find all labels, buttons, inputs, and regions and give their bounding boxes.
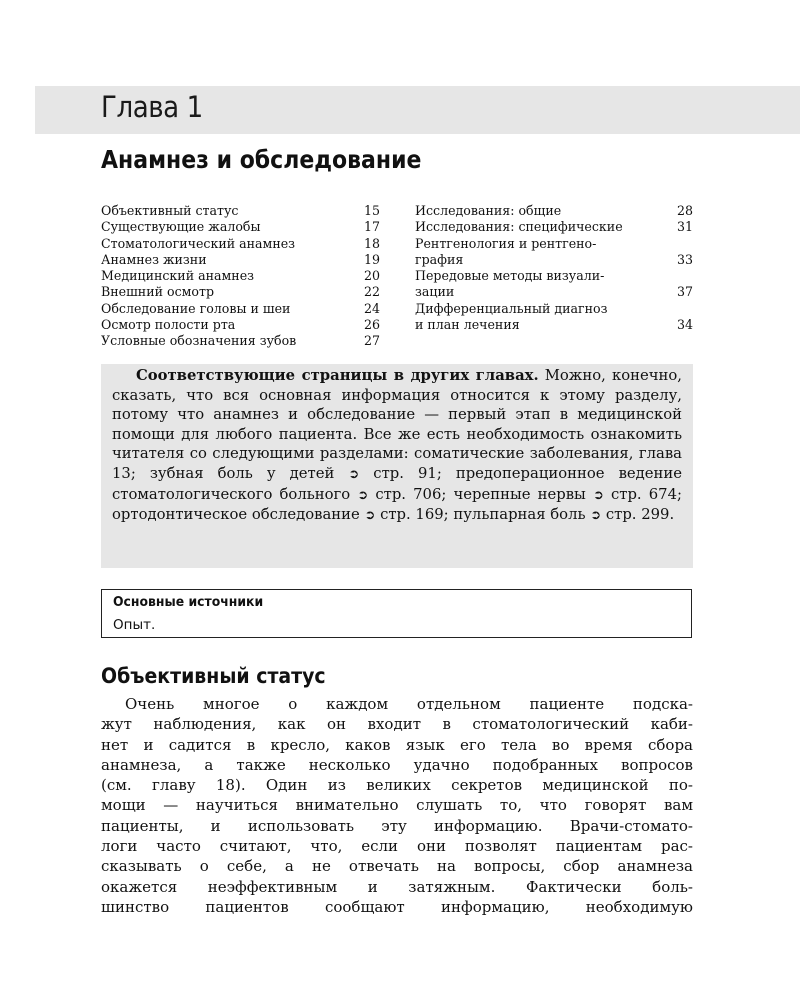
toc-entry	[415, 252, 693, 268]
body-line: логи часто считают, что, если они позволят пациентам рас-	[101, 837, 693, 856]
arrow-icon: ➲	[364, 508, 376, 524]
toc-entry-title: Стоматологический анамнез	[101, 235, 296, 251]
toc-entry-page: 22	[363, 284, 380, 300]
toc-entry-title: Обследование головы и шеи	[101, 300, 291, 316]
body-text	[101, 694, 693, 917]
sources-title: Основные источники	[113, 594, 264, 610]
toc-entry	[101, 284, 380, 300]
body-line: окажется неэффективным и затяжным. Фактически боль-	[101, 877, 693, 896]
toc-entry-title: Анамнез жизни	[101, 251, 207, 267]
body-line: жут наблюдения, как он входит в стоматологический каби-	[101, 715, 693, 734]
body-line: пациенты, и использовать эту информацию. Врачи-стомато-	[101, 816, 693, 835]
toc-entry-title: Существующие жалобы	[101, 219, 261, 235]
toc-entry	[101, 268, 380, 284]
toc-entry	[101, 203, 380, 219]
toc-entry-title: Медицинский анамнез	[101, 268, 255, 284]
toc-entry	[415, 203, 693, 219]
toc-entry	[101, 219, 380, 235]
body-line: сказывать о себе, а не отвечать на вопросы, сбор анамнеза	[101, 857, 693, 876]
section-heading: Объективный статус	[101, 664, 326, 688]
toc-entry-page: 15	[363, 203, 380, 218]
toc-entry	[415, 317, 693, 333]
related-text-part: стр. 706; черепные нервы	[368, 485, 593, 503]
body-line: Очень многое о каждом отдельном пациенте подска-	[125, 695, 693, 713]
toc-entry	[415, 268, 693, 284]
toc-right-column	[415, 203, 693, 333]
toc-entry-page: 26	[363, 317, 380, 333]
body-line: мощи — научиться внимательно слушать то, что говорят вам	[101, 796, 693, 815]
related-text-part: стр. 169; пульпарная боль	[375, 506, 591, 524]
body-line: нет и садится в кресло, каков язык его тела во время сбора	[101, 735, 693, 754]
toc-entry-title: зации	[415, 284, 455, 300]
arrow-icon: ➲	[592, 487, 604, 503]
toc-entry-title: Исследования: общие	[415, 203, 562, 218]
arrow-icon: ➲	[590, 508, 602, 524]
toc-entry	[415, 301, 693, 317]
toc-entry-page: 18	[363, 235, 380, 251]
toc-entry-title: Объективный статус	[101, 203, 239, 218]
arrow-icon: ➲	[348, 466, 360, 482]
body-line: (см. главу 18). Один из великих секретов медицинской по-	[101, 776, 693, 795]
toc-entry-page: 27	[363, 333, 380, 349]
related-text-part: стр. 674; ортодонтическое обследование	[112, 485, 682, 524]
toc-entry	[415, 219, 693, 235]
related-text-part: Можно, конечно, сказать, что вся основная информация относится к этому разделу, потому что анамнез и обследование — первый этап в медицинской помощи для любого пациента. Все же есть необходимость ознакомить читателя со следующими разделами: соматические заболевания, глава 13; зубная боль у детей	[112, 367, 682, 482]
toc-entry-title: графия	[415, 251, 464, 267]
toc-entry	[101, 317, 380, 333]
toc-entry	[101, 333, 380, 349]
toc-entry	[101, 301, 380, 317]
related-pages-text	[112, 366, 682, 526]
toc-entry-title: Осмотр полости рта	[101, 317, 236, 333]
toc-entry-title: Дифференциальный диагноз	[415, 300, 608, 316]
toc-entry-page: 17	[363, 219, 380, 235]
toc-entry-title: и план лечения	[415, 317, 520, 333]
toc-entry	[415, 284, 693, 300]
toc-entry	[101, 252, 380, 268]
toc-entry-page: 37	[676, 284, 693, 300]
chapter-title: Анамнез и обследование	[101, 145, 422, 174]
toc-entry-title: Условные обозначения зубов	[101, 333, 297, 349]
toc-entry-page: 24	[363, 300, 380, 316]
toc-entry-page: 20	[363, 268, 380, 284]
toc-entry	[101, 236, 380, 252]
toc-entry-page: 28	[676, 203, 693, 218]
toc-entry-page: 31	[676, 219, 693, 235]
toc-entry	[415, 236, 693, 252]
toc-entry-page: 19	[363, 251, 380, 267]
arrow-icon: ➲	[357, 487, 369, 503]
chapter-label: Глава 1	[101, 90, 203, 124]
toc-entry-title: Внешний осмотр	[101, 284, 215, 300]
toc-left-column	[101, 203, 380, 350]
toc-entry-title: Рентгенология и рентгено-	[415, 235, 597, 251]
related-pages-lead: Соответствующие страницы в других главах.	[136, 367, 539, 384]
toc-entry-title: Передовые методы визуали-	[415, 268, 605, 284]
related-text-part: стр. 91; предоперационное ведение стоматологического больного	[112, 464, 683, 503]
body-line: анамнеза, а также несколько удачно подобранных вопросов	[101, 755, 693, 774]
toc-entry-page: 33	[676, 251, 693, 267]
related-text-part: стр. 299.	[601, 506, 675, 524]
sources-text: Опыт.	[113, 617, 156, 633]
toc-entry-page: 34	[676, 317, 693, 333]
body-line: шинство пациентов сообщают информацию, необходимую	[101, 897, 693, 916]
toc-entry-title: Исследования: специфические	[415, 219, 623, 235]
